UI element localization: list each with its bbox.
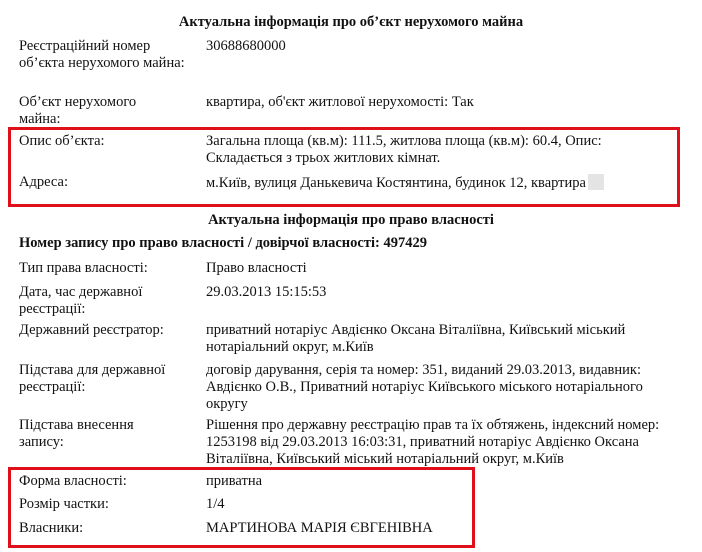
record-basis-label: Підстава внесення запису: <box>19 417 134 450</box>
owners-value: МАРТИНОВА МАРІЯ ЄВГЕНІВНА <box>206 520 433 536</box>
registration-basis-value: договір дарування, серія та номер: 351, виданий 29.03.2013, видавник: Авдієнко О.В., Приватний нотаріус Київського міського нотаріального округу <box>206 362 643 412</box>
record-basis-value: Рішення про державну реєстрацію прав та їх обтяжень, індексний номер: 1253198 від 29.03.2013 16:03:31, приватний нотаріус Авдієнко Оксана Віталіївна, Київський міський нотаріальний округ, м.Київ <box>206 417 660 467</box>
ownership-type-label: Тип права власності: <box>19 260 148 276</box>
ownership-section-title: Актуальна інформація про право власності <box>208 212 494 228</box>
address-value: м.Київ, вулиця Данькевича Костянтина, будинок 12, квартира <box>206 175 586 191</box>
object-description-label: Опис об’єкта: <box>19 133 105 149</box>
object-type-label: Об’єкт нерухомого майна: <box>19 94 137 127</box>
registration-number-value: 30688680000 <box>206 38 286 54</box>
object-description-value: Загальна площа (кв.м): 111.5, житлова площа (кв.м): 60.4, Опис: Складається з трьох житлових кімнат. <box>206 133 602 166</box>
registration-date-label: Дата, час державної реєстрації: <box>19 284 143 317</box>
ownership-record-title: Номер запису про право власності / довірчої власності: 497429 <box>19 235 427 251</box>
owners-label: Власники: <box>19 520 84 536</box>
object-section-title: Актуальна інформація про об’єкт нерухомого майна <box>178 14 524 30</box>
registrar-label: Державний реєстратор: <box>19 322 164 338</box>
registrar-value: приватний нотаріус Авдієнко Оксана Віталіївна, Київський міський нотаріальний округ, м.Київ <box>206 322 626 355</box>
share-size-value: 1/4 <box>206 496 225 512</box>
address-value-wrap <box>206 174 691 192</box>
ownership-form-label: Форма власності: <box>19 473 127 489</box>
registration-date-value: 29.03.2013 15:15:53 <box>206 284 327 300</box>
share-size-label: Розмір частки: <box>19 496 109 512</box>
redaction-block <box>588 174 604 190</box>
registration-number-label: Реєстраційний номер об’єкта нерухомого майна: <box>19 38 185 71</box>
object-type-value: квартира, об'єкт житлової нерухомості: Так <box>206 94 474 110</box>
registration-basis-label: Підстава для державної реєстрації: <box>19 362 166 395</box>
ownership-form-value: приватна <box>206 473 263 489</box>
address-label: Адреса: <box>19 174 68 190</box>
ownership-type-value: Право власності <box>206 260 307 276</box>
